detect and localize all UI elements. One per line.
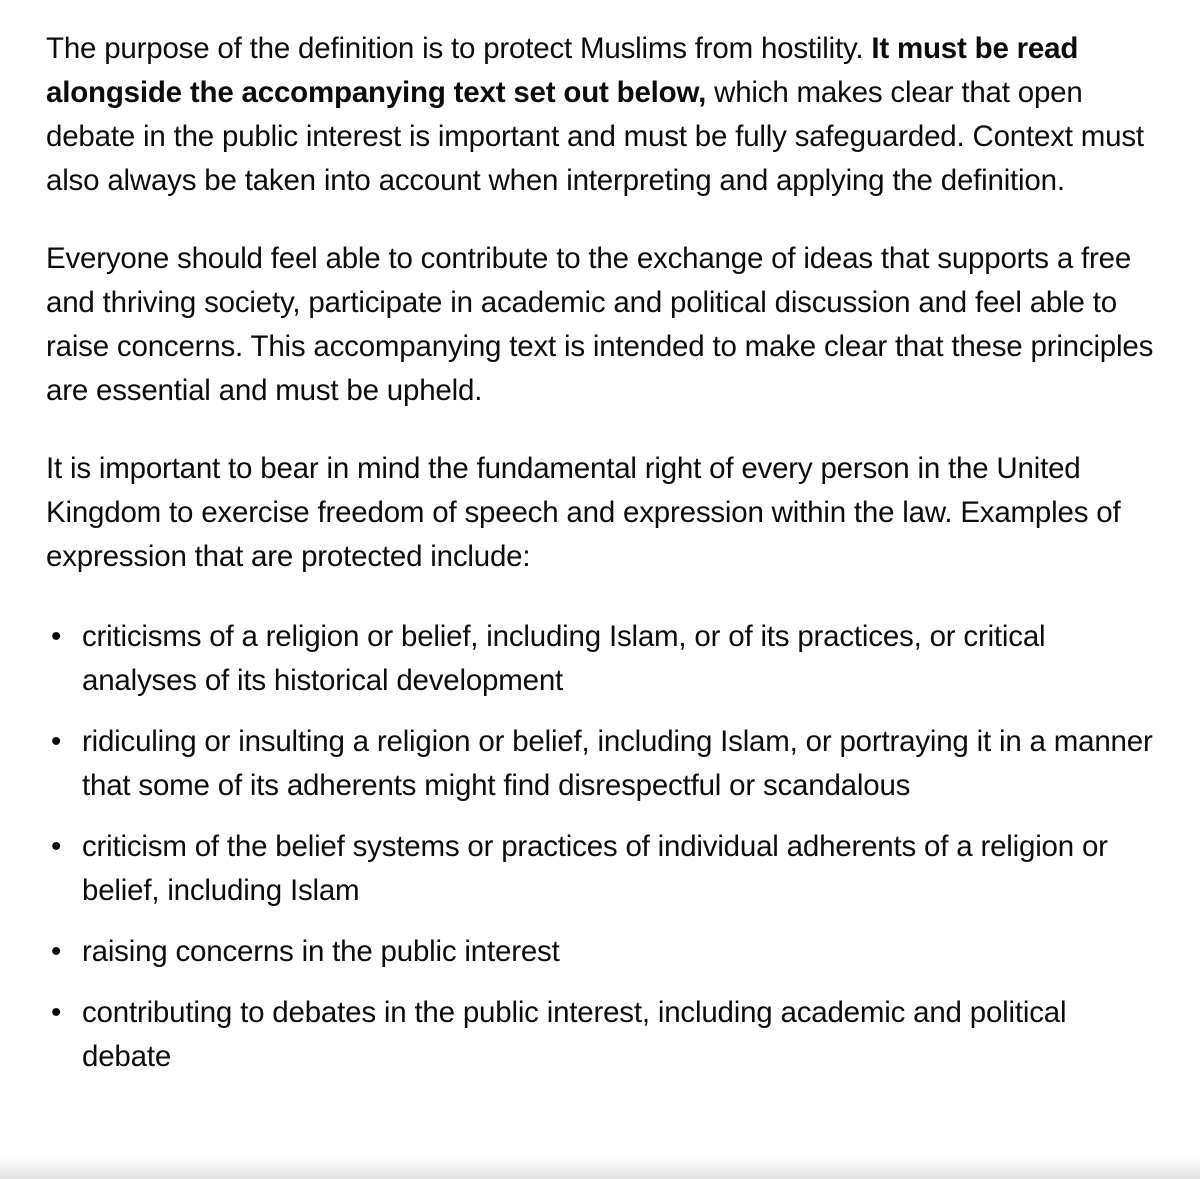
list-item-text: contributing to debates in the public interest, including academic and political debate (82, 996, 1067, 1073)
bullet-icon: • (51, 725, 62, 758)
list-item (46, 720, 1156, 808)
intro-rest-text: which makes clear that open debate in the public interest is important and must be fully safeguarded. Context must also always be taken into account when interpreting and applying the definition. (46, 76, 1144, 197)
list-item (46, 825, 1156, 913)
intro-lead-text: The purpose of the definition is to protect Muslims from hostility. (46, 32, 872, 65)
bullet-icon: • (51, 620, 62, 653)
bullet-icon: • (51, 830, 62, 863)
principles-paragraph: Everyone should feel able to contribute to the exchange of ideas that supports a free and thriving society, participate in academic and political discussion and feel able to raise concerns. This accompanying text is intended to make clear that these principles are essential and must be upheld. (46, 242, 1154, 407)
bullet-icon: • (51, 996, 62, 1029)
freedom-of-speech-paragraph: It is important to bear in mind the fundamental right of every person in the United Kingdom to exercise freedom of speech and expression within the law. Examples of expression that are protected include: (46, 452, 1121, 573)
list-item (46, 991, 1156, 1079)
intro-paragraph (46, 27, 1156, 203)
list-item (46, 615, 1156, 703)
bullet-icon: • (51, 935, 62, 968)
document-body (46, 27, 1156, 1096)
protected-expression-list (46, 615, 1156, 1079)
list-item-text: criticisms of a religion or belief, including Islam, or of its practices, or critical analyses of its historical development (82, 620, 1046, 697)
list-item-text: criticism of the belief systems or practices of individual adherents of a religion or belief, including Islam (82, 830, 1108, 907)
list-item (46, 930, 1156, 974)
intro-emphasis-text: It must be read alongside the accompanying text set out below, (46, 32, 1079, 109)
list-item-text: raising concerns in the public interest (82, 935, 560, 968)
list-item-text: ridiculing or insulting a religion or belief, including Islam, or portraying it in a manner that some of its adherents might find disrespectful or scandalous (82, 725, 1153, 802)
bottom-edge-shadow (0, 1157, 1200, 1179)
